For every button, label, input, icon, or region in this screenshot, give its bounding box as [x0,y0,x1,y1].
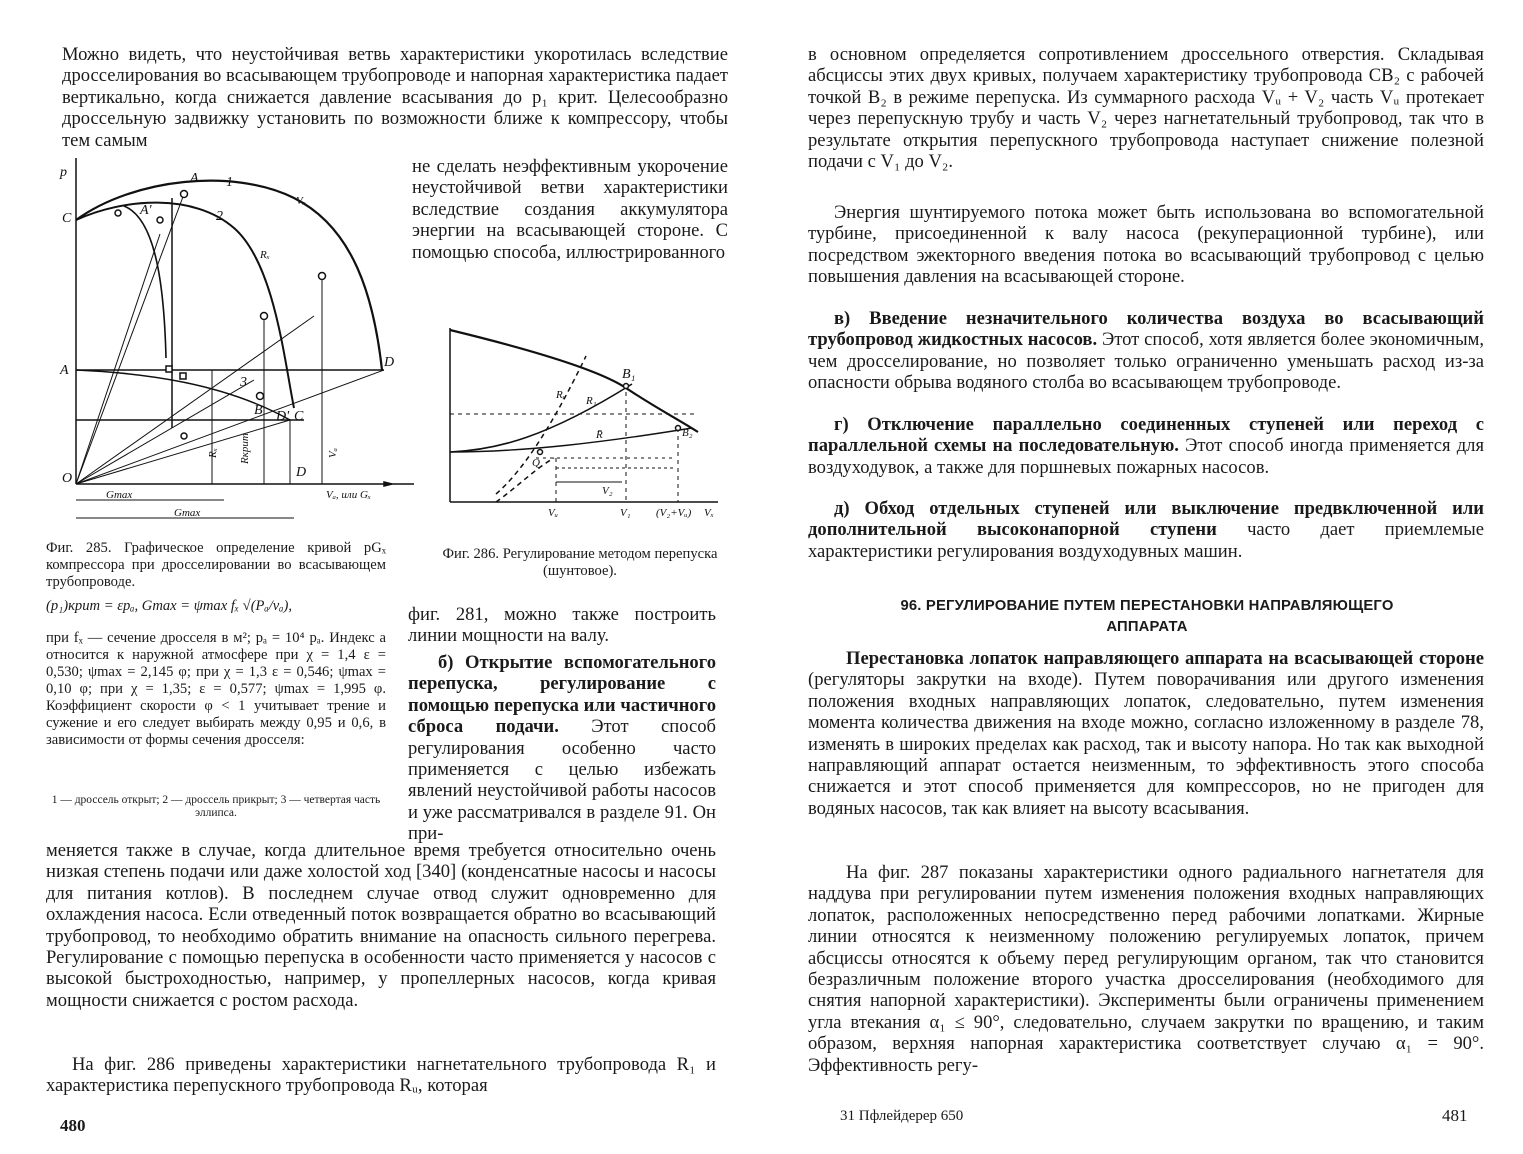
paragraph-fig281: фиг. 281, можно также построить линии мощности на валу. [408,604,716,647]
fig286-label-R: R̄ [596,429,603,441]
fig285-ray-1 [76,370,384,484]
fig285-label-Rx: Rₓ [260,249,270,261]
fig285-caption: Фиг. 285. Графическое определение кривой pGₓ компрессора при дросселировании во всасывающем трубопроводе. [46,540,386,590]
fig285-node-g [115,210,121,216]
fig285-node-A [181,191,188,198]
section-d [808,498,1484,562]
section-b-title: б) Открытие вспомогательного перепуска, регулирование с помощью перепуска или частичного сброса подачи. [408,652,716,738]
fig285-node-c [157,217,163,223]
section-v-text: Этот способ, хотя является более экономичным, чем дросселирование, но позволяет только ограниченно уменьшать расход из-за опасности обрыва водяного столба во всасывающем трубопроводе. [808,329,1484,394]
paragraph-top: в основном определяется сопротивлением дроссельного отверстия. Складывая абсциссы этих двух кривых, получаем характеристику трубопровода CB₂ с рабочей точкой B₂ в режиме перепуска. Из суммарного расхода Vᵤ + V₂ часть Vᵤ протекает через перепускную трубу и часть V₂ через нагнетательный трубопровод, так что в результате открытия перепускного трубопровода наступает снижение полезной подачи с V₁ до V₂. [808,44,1484,173]
fig286-label-Vx: Vₓ [704,507,714,519]
fig286-caption: Фиг. 286. Регулирование методом перепуска (шунтовое). [442,546,718,579]
paragraph-intro-b: не сделать неэффективным укорочение неустойчивой ветви характеристики вследствие создания аккумулятора энергии на всасывающей стороне. С помощью способа, иллюстрированного [412,156,728,263]
fig285-label-A-top: A [190,171,199,186]
paragraph-energy: Энергия шунтируемого потока может быть использована во вспомогательной турбине, присоединенной к валу насоса (рекуперационной турбине), или посредством эжекторного введения потока во всасывающий трубопровод с целью повышения давления на всасывающей стороне. [808,202,1484,288]
fig286-curve-lower [496,458,554,502]
fig285-node-b [180,373,186,379]
fig285-curve-inner [124,206,166,358]
fig285-notes: при fₓ — сечение дросселя в м²; pₐ = 10⁴ pₐ. Индекс a относится к наружной атмосфере при χ = 1,4 ε = 0,530; ψmax = 2,145 φ; при χ = 1,3 ε = 0,546; ψmax = 0,10 φ; при χ = 1,35; ε = 0,577; ψmax = 1,995 φ. Коэффициент скорости φ < 1 учитывает трение и сужение и его следует выбирать между 0,95 и 0,6, в зависимости от формы сечения дросселя: [46,630,386,748]
fig286-label-Vu: Vᵤ [548,507,558,519]
paragraph-intro-a: Можно видеть, что неустойчивая ветвь характеристики укоротилась вследствие дросселирования во всасывающем трубопроводе и напорная характеристика падает вертикально, когда снижается давление всасывания до p₁ крит. Целесообразно дроссельную задвижку установить по возможности ближе к компрессору, чтобы тем самым [62,44,728,151]
fig285-node-d [261,313,268,320]
section-heading-96: 96. РЕГУЛИРОВАНИЕ ПУТЕМ ПЕРЕСТАНОВКИ НАПРАВЛЯЮЩЕГО АППАРАТА [900,598,1394,635]
fig285-ray-6 [76,420,290,484]
section-v [808,308,1484,394]
fig286-node-B1 [624,384,629,389]
fig286-label-Vsum: (V₂+Vᵤ) [656,507,692,519]
fig285-label-A-left: A [60,363,69,378]
section-g-title: г) Отключение параллельно соединенных ступеней или переход с параллельной схемы на последовательную. [808,414,1484,457]
fig285-label-D-mid: D' [276,409,290,424]
fig285-label-2: 2 [216,209,223,224]
paragraph-continue: меняется также в случае, когда длительное время требуется относительно очень низкая степень подачи или даже холостой ход [340] (конденсатные насосы и насосы для питания котлов). В последнем случае отвод служит одновременно для охлаждения насоса. Если отведенный поток возвращается обратно во всасывающий трубопровод, то необходимо обратить внимание на опасность сильного перегрева. Регулирование с помощью перепуска в особенности часто применяется у насосов с высокой быстроходностью, например, у пропеллерных насосов, когда кривая мощности снижается с ростом расхода. [46,840,716,1011]
fig285-label-3: 3 [240,375,247,390]
fig286-label-V1: V₁ [620,507,631,519]
fig285-label-Rkrit: Rкрит [239,433,251,464]
fig286-curve-R1 [450,384,632,452]
fig285-formula: (p₁)крит = εpₐ, Gmax = ψmax fₓ √(Pₐ/vₐ), [46,598,293,614]
section-b-text: Этот способ регулирования особенно часто применяется с целью избежать явлений неустойчивой работы насосов и уже рассматривался в разделе 91. Он при- [408,716,716,845]
fig285-node-B [257,393,264,400]
fig285-label-Vd: Vₐ [327,448,339,458]
page-number-left: 480 [60,1116,86,1135]
fig286-label-B2: B₂ [682,427,693,439]
perestanovka-title: Перестановка лопаток направляющего аппарата на всасывающей стороне [846,648,1484,669]
fig285-label-B: B [254,403,263,418]
fig285-node-e [319,273,326,280]
fig285-label-D-right: D [384,355,395,370]
fig286-label-Ru: Rᵤ [556,389,566,401]
left-page [0,0,760,1154]
fig285-label-C-low: C [294,409,304,424]
fig285-curve-1 [76,181,382,370]
fig286-label-R1: R₁ [586,395,597,407]
fig285-label-1: 1 [226,175,233,190]
section-v-title: в) Введение незначительного количества воздуха во всасывающий трубопровод жидкостных насосов. [808,308,1484,351]
fig285-label-xaxis: Vₐ, или Gₓ [326,489,372,501]
page-number-right: 481 [1442,1106,1468,1125]
section-b [408,652,716,845]
fig285-label-Vx: Vₓ [296,195,306,207]
fig285-label-gmax-2: Gmax [174,507,201,519]
fig286-label-B1: B₁ [622,367,636,382]
fig285-ray-4 [76,194,184,484]
figure-286 [436,318,726,538]
fig285-label-A-prime: A' [140,203,152,218]
fig285-label-p: p [60,165,67,180]
fig285-label-Rx2: Rₓ [207,448,219,458]
fig286-node-B2 [676,426,681,431]
fig285-label-O: O [62,471,73,486]
fig285-legend: 1 — дроссель открыт; 2 — дроссель прикрыт; 3 — четвертая часть эллипса. [51,794,381,819]
fig285-ray-5 [76,234,160,484]
fig286-node-Q [538,450,543,455]
fig286-label-V2: V₂ [602,485,613,497]
fig285-ray-3 [76,380,254,484]
section-d-title: д) Обход отдельных ступеней или выключение предвключенной или дополнительной высоконапорной ступени [808,498,1484,541]
paragraph-perestanovka [808,648,1484,819]
fig285-node-f [181,433,187,439]
fig285-node-a [166,366,172,372]
fig286-label-Q: Q [532,457,540,469]
paragraph-fig287: На фиг. 287 показаны характеристики одного радиального нагнетателя для наддува при регулировании путем изменения положения входных направляющих лопаток, расположенных непосредственно перед рабочими лопатками. Жирные линии относятся к неизменному положению регулируемых лопаток, причем абсциссы относятся к объему перед регулирующим органом, так что становится безразличным положение второго участка дросселирования (необходимого для снятия напорной характеристики). Эксперименты были ограничены применением угла втекания α₁ ≤ 90°, следовательно, случаем закрутки по вращению, и таким образом, верхняя напорная характеристика соответствует случаю α₁ = 90°. Эффективность регу- [808,862,1484,1076]
fig285-label-C: C [62,211,72,226]
fig285-arrow [384,482,392,486]
fig286-curve-Ru [496,356,586,494]
section-d-text: часто дает приемлемые характеристики регулирования воздуходувных машин. [808,519,1485,562]
section-g-text: Этот способ иногда применяется для воздуходувок, а также для поршневых пожарных насосов. [808,435,1484,478]
footer-signature: 31 Пфлейдерер 650 [840,1108,964,1124]
figure-285 [54,158,414,530]
right-page [762,0,1523,1154]
section-g [808,414,1484,478]
perestanovka-text: (регуляторы закрутки на входе). Путем поворачивания или другого изменения положения входных направляющих лопаток, следовательно, путем изменения момента количества движения на входе можно, согласно изложенному в разделе 78, изменять в широких пределах как расход, так и высоту напора. Но так как выходной направляющий аппарат остается неизменным, то эффективность этого способа снижается и этот способ применяется для компрессоров, но не пригоден для водяных насосов, так как влияет на высоту всасывания. [808,669,1484,819]
fig285-label-D-low: D [296,465,307,480]
paragraph-fig286: На фиг. 286 приведены характеристики нагнетательного трубопровода R₁ и характеристика перепускного трубопровода Rᵤ, которая [46,1054,716,1097]
fig285-label-gmax-1: Gmax [106,489,133,501]
fig285-ray-2 [76,316,314,484]
